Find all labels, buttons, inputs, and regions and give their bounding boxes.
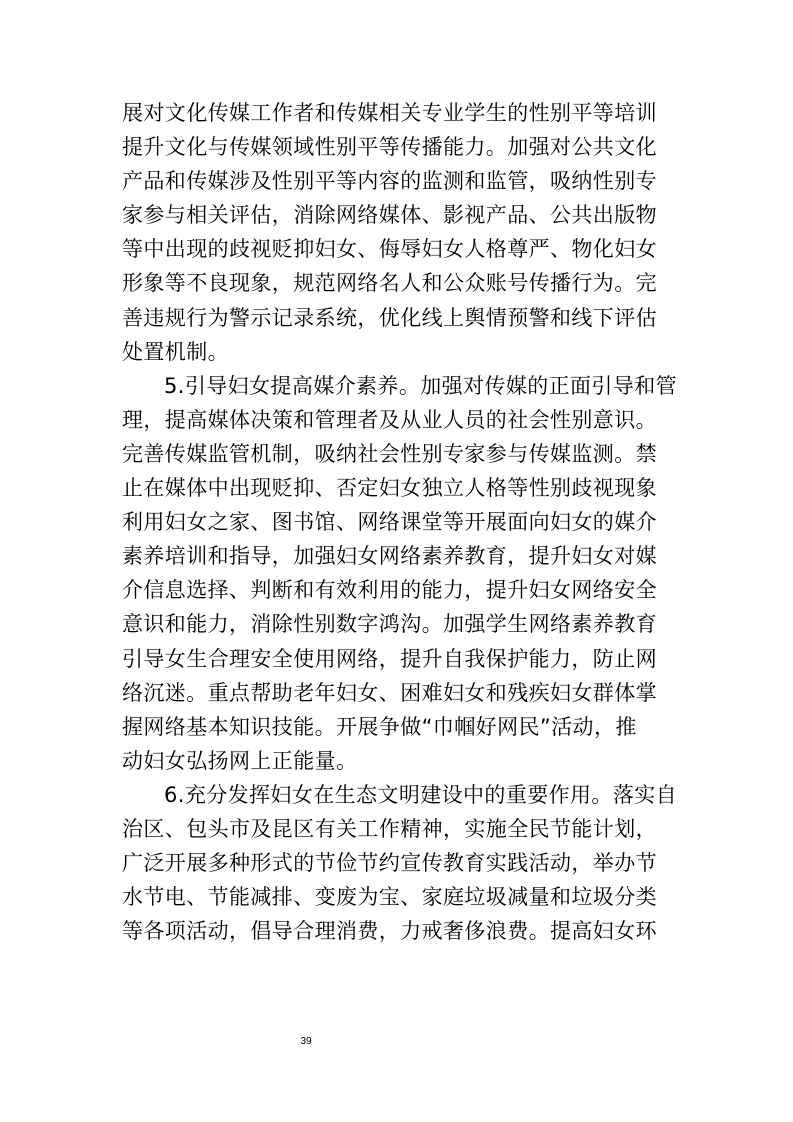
text-line: 理，提高媒体决策和管理者及从业人员的社会性别意识。 <box>122 407 657 432</box>
text-line: 广泛开展多种形式的节俭节约宣传教育实践活动，举办节 <box>122 851 657 876</box>
text-line: 完善传媒监管机制，吸纳社会性别专家参与传媒监测。禁 <box>122 441 657 466</box>
text-line: 善违规行为警示记录系统，优化线上舆情预警和线下评估 <box>122 305 657 330</box>
text-line: 引导女生合理安全使用网络，提升自我保护能力，防止网 <box>122 646 657 671</box>
text-line: 止在媒体中出现贬抑、否定妇女独立人格等性别歧视现象 <box>122 476 657 501</box>
text-line: 产品和传媒涉及性别平等内容的监测和监管，吸纳性别专 <box>122 169 657 194</box>
text-line: 络沉迷。重点帮助老年妇女、困难妇女和残疾妇女群体掌 <box>122 680 657 705</box>
body-text <box>122 96 682 948</box>
text-line: 治区、包头市及昆区有关工作精神，实施全民节能计划， <box>122 816 657 841</box>
text-line: 形象等不良现象，规范网络名人和公众账号传播行为。完 <box>122 271 657 296</box>
text-line: 利用妇女之家、图书馆、网络课堂等开展面向妇女的媒介 <box>122 510 657 535</box>
text-line: 握网络基本知识技能。开展争做“巾帼好网民”活动，推 <box>122 714 637 739</box>
text-line: 水节电、节能减排、变废为宝、家庭垃圾减量和垃圾分类 <box>122 885 657 910</box>
text-line: 等各项活动，倡导合理消费，力戒奢侈浪费。提高妇女环 <box>122 919 657 944</box>
text-line: 等中出现的歧视贬抑妇女、侮辱妇女人格尊严、物化妇女 <box>122 237 657 262</box>
text-line: 素养培训和指导，加强妇女网络素养教育，提升妇女对媒 <box>122 544 657 569</box>
text-line: 处置机制。 <box>122 339 229 364</box>
text-line: 意识和能力，消除性别数字鸿沟。加强学生网络素养教育 <box>122 612 657 637</box>
page-number: 39 <box>300 1036 312 1047</box>
text-line: 介信息选择、判断和有效利用的能力，提升妇女网络安全 <box>122 578 657 603</box>
paragraph-start-line: 5.引导妇女提高媒介素养。加强对传媒的正面引导和管 <box>164 373 678 398</box>
paragraph-start-line: 6.充分发挥妇女在生态文明建设中的重要作用。落实自 <box>164 782 678 807</box>
text-line: 展对文化传媒工作者和传媒相关专业学生的性别平等培训 <box>122 101 657 125</box>
text-line: 动妇女弘扬网上正能量。 <box>122 748 358 773</box>
text-line: 家参与相关评估，消除网络媒体、影视产品、公共出版物 <box>122 203 657 228</box>
text-line: 提升文化与传媒领域性别平等传播能力。加强对公共文化 <box>122 135 657 160</box>
